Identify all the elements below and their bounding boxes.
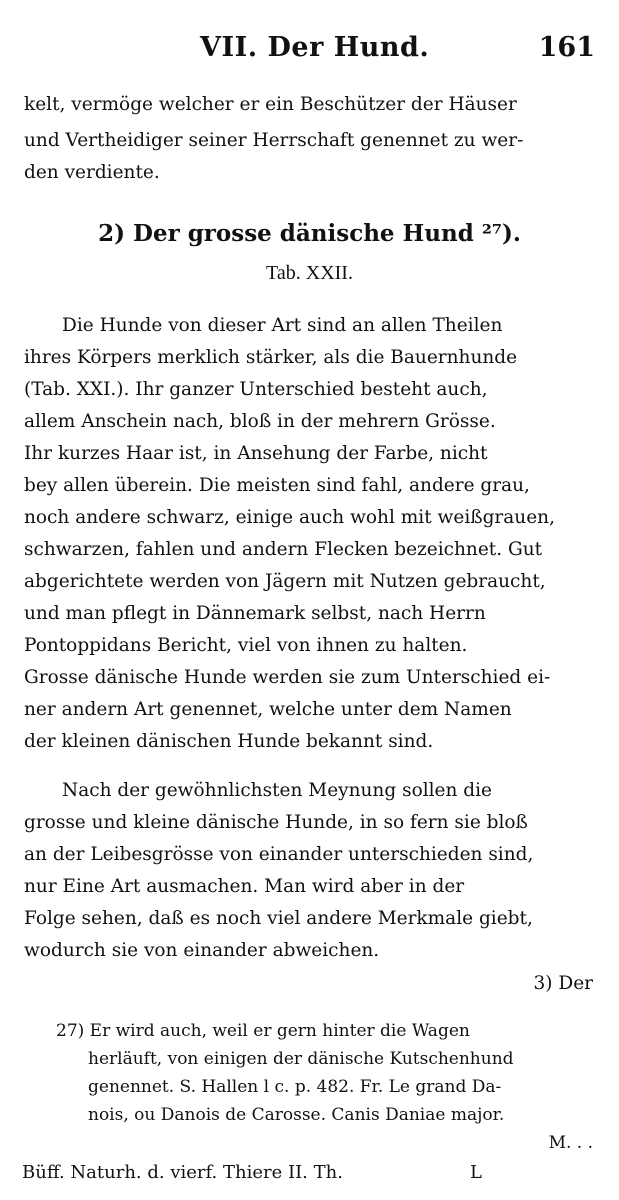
text-line: schwarzen, fahlen und andern Flecken bezeichnet. Gut xyxy=(24,539,543,560)
text-line: an der Leibesgrösse von einander unterschieden sind, xyxy=(24,844,534,865)
text-line: Pontoppidans Bericht, viel von ihnen zu halten. xyxy=(24,635,468,656)
footnote-line: nois, ou Danois de Carosse. Canis Daniae major. xyxy=(88,1105,505,1125)
page-number: 161 xyxy=(538,32,595,63)
text-line: nur Eine Art ausmachen. Man wird aber in der xyxy=(24,876,465,897)
text-line: grosse und kleine dänische Hunde, in so fern sie bloß xyxy=(24,812,528,833)
text-line: (Tab. XXI.). Ihr ganzer Unterschied besteht auch, xyxy=(24,379,488,400)
signature-letter: L xyxy=(470,1162,482,1183)
text-line: Grosse dänische Hunde werden sie zum Unterschied ei- xyxy=(24,667,551,688)
text-line: ihres Körpers merklich stärker, als die Bauernhunde xyxy=(24,347,518,368)
plate-reference: Tab. XXII. xyxy=(266,262,353,284)
footnote-line: 27) Er wird auch, weil er gern hinter die Wagen xyxy=(56,1021,470,1041)
text-line: wodurch sie von einander abweichen. xyxy=(24,940,380,961)
text-line: Die Hunde von dieser Art sind an allen Theilen xyxy=(62,315,503,336)
text-line: abgerichtete werden von Jägern mit Nutzen gebraucht, xyxy=(24,571,546,592)
chapter-title: VII. Der Hund. xyxy=(200,32,430,63)
text-line: Nach der gewöhnlichsten Meynung sollen die xyxy=(62,780,492,801)
catchword: 3) Der xyxy=(533,973,593,994)
text-line: bey allen überein. Die meisten sind fahl, andere grau, xyxy=(24,475,530,496)
text-line: kelt, vermöge welcher er ein Beschützer der Häuser xyxy=(24,94,517,115)
text-line: allem Anschein nach, bloß in der mehrern Grösse. xyxy=(24,411,496,432)
text-line: Ihr kurzes Haar ist, in Ansehung der Farbe, nicht xyxy=(24,443,488,464)
text-line: ner andern Art genennet, welche unter dem Namen xyxy=(24,699,512,720)
running-header xyxy=(0,28,619,68)
text-line: der kleinen dänischen Hunde bekannt sind. xyxy=(24,731,434,752)
footnote-catchword: M. . . xyxy=(548,1133,593,1153)
text-line: und man pflegt in Dännemark selbst, nach Herrn xyxy=(24,603,486,624)
text-line: und Vertheidiger seiner Herrschaft genennet zu wer- xyxy=(24,130,524,151)
signature-mark: Büff. Naturh. d. vierf. Thiere II. Th. xyxy=(22,1162,343,1183)
footnote-line: genennet. S. Hallen l c. p. 482. Fr. Le grand Da- xyxy=(88,1077,502,1097)
text-line: den verdiente. xyxy=(24,162,160,183)
footnote-line: herläuft, von einigen der dänische Kutschenhund xyxy=(88,1049,514,1069)
text-line: Folge sehen, daß es noch viel andere Merkmale giebt, xyxy=(24,908,533,929)
text-line: noch andere schwarz, einige auch wohl mit weißgrauen, xyxy=(24,507,555,528)
section-title: 2) Der grosse dänische Hund ²⁷). xyxy=(98,220,521,247)
